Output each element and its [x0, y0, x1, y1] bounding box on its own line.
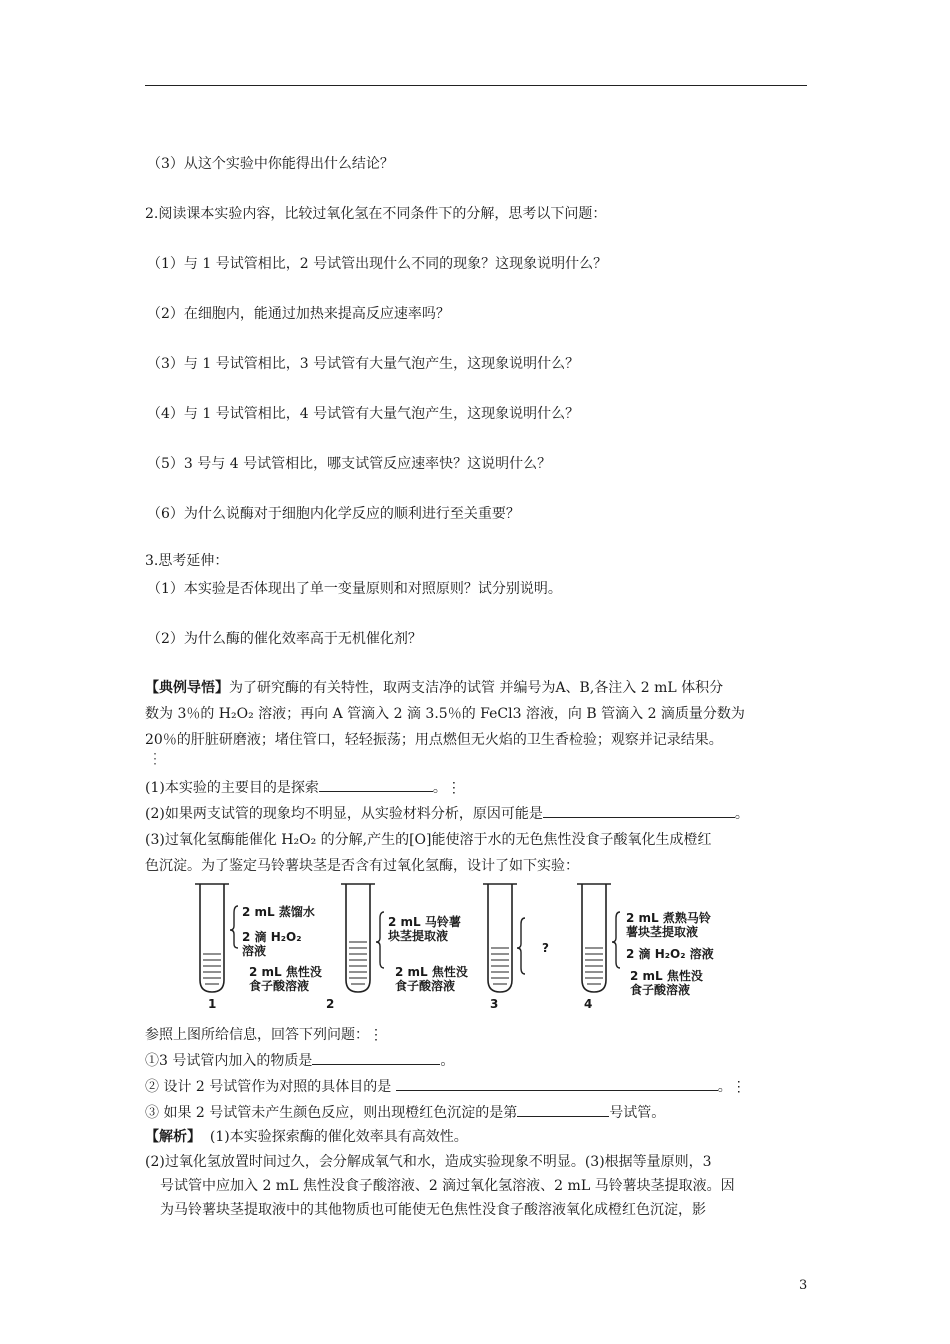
tube1-label-c1: 2 mL 焦性没	[249, 965, 322, 979]
diagram-question-2	[145, 1076, 746, 1096]
tube4-label-c2: 食子酸溶液	[630, 983, 691, 997]
analysis-line-2: (2)过氧化氢放置时间过久，会分解成氧气和水，造成实验现象不明显。(3)根据等量原则，3	[145, 1154, 712, 1170]
tube4-label-a1: 2 mL 煮熟马铃	[626, 911, 711, 925]
tube1-label-c2: 食子酸溶液	[249, 979, 310, 993]
page-number: 3	[799, 1278, 808, 1293]
section-2-q4: （4）与 1 号试管相比，4 号试管有大量气泡产生，这现象说明什么？	[147, 406, 580, 422]
test-tube-3	[483, 884, 525, 992]
tube4-label-c1: 2 mL 焦性没	[630, 969, 703, 983]
tube-number-3: 3	[490, 997, 499, 1011]
example-line-2: 数为 3％的 H₂O₂ 溶液；再向 A 管滴入 2 滴 3.5％的 FeCl3 溶液，向 B 管滴入 2 滴质量分数为	[145, 706, 745, 722]
analysis-line-4: 为马铃薯块茎提取液中的其他物质也可能使无色焦性没食子酸溶液氧化成橙红色沉淀，影	[160, 1202, 706, 1218]
example-label: 【典例导悟】	[145, 680, 229, 696]
diagram-question-3-end: 号试管。	[609, 1105, 666, 1121]
diagram-question-2-end: 。⋮	[717, 1079, 746, 1095]
question-1-3: （3）从这个实验中你能得出什么结论？	[147, 156, 394, 172]
analysis-line-1	[145, 1126, 468, 1146]
tube4-label-a2: 薯块茎提取液	[626, 925, 699, 939]
answer-blank-2[interactable]	[543, 803, 735, 818]
answer-blank-3[interactable]	[312, 1050, 440, 1065]
tube2-label-a2: 块茎提取液	[388, 929, 449, 943]
diagram-question-2-text: ② 设计 2 号试管作为对照的具体目的是	[145, 1079, 392, 1095]
example-q2-end: 。	[734, 806, 749, 822]
diagram-question-3-text: ③ 如果 2 号试管未产生颜色反应，则出现橙红色沉淀的是第	[145, 1105, 518, 1121]
section-3-q2: （2）为什么酶的催化效率高于无机催化剂？	[147, 631, 422, 647]
analysis-label: 【解析】	[145, 1129, 201, 1145]
example-line-3: 20％的肝脏研磨液；堵住管口，轻轻振荡；用点燃但无火焰的卫生香检验；观察并记录结果。	[145, 732, 723, 748]
section-3-q1: （1）本实验是否体现出了单一变量原则和对照原则？试分别说明。	[147, 581, 562, 597]
answer-blank-4[interactable]	[396, 1076, 718, 1091]
continuation-dots: ⋮	[148, 751, 162, 767]
diagram-question-3	[145, 1102, 665, 1122]
tube2-label-c2: 食子酸溶液	[395, 979, 456, 993]
example-text-1: 为了研究酶的有关特性，取两支洁净的试管 并编号为A、B,各注入 2 mL 体积分	[229, 680, 724, 696]
example-q2	[145, 803, 749, 823]
answer-blank-1[interactable]	[319, 777, 433, 792]
tube2-label-a1: 2 mL 马铃薯	[388, 915, 461, 929]
example-q2-text: (2)如果两支试管的现象均不明显，从实验材料分析，原因可能是	[145, 806, 543, 822]
example-q3-line-2: 色沉淀。为了鉴定马铃薯块茎是否含有过氧化氢酶，设计了如下实验：	[145, 858, 579, 874]
answer-blank-5[interactable]	[517, 1102, 609, 1117]
tube4-label-b: 2 滴 H₂O₂ 溶液	[626, 947, 714, 961]
diagram-question-1-end: 。	[440, 1053, 455, 1069]
test-tube-4	[577, 884, 620, 992]
header-rule	[145, 85, 807, 86]
section-3-title: 3.思考延伸：	[145, 553, 229, 569]
section-2-q5: （5）3 号与 4 号试管相比，哪支试管反应速率快？这说明什么？	[147, 456, 552, 472]
tube1-label-a: 2 mL 蒸馏水	[242, 905, 315, 919]
test-tube-1	[195, 884, 238, 992]
section-2-q3: （3）与 1 号试管相比，3 号试管有大量气泡产生，这现象说明什么？	[147, 356, 580, 372]
tube-number-4: 4	[584, 997, 593, 1011]
analysis-line-3: 号试管中应加入 2 mL 焦性没食子酸溶液、2 滴过氧化氢溶液、2 mL 马铃薯块茎提取液。因	[160, 1178, 735, 1194]
analysis-text-1: (1)本实验探索酶的催化效率具有高效性。	[209, 1129, 468, 1145]
test-tube-diagram	[190, 882, 790, 1012]
diagram-question-1	[145, 1050, 454, 1070]
diagram-questions-intro: 参照上图所给信息，回答下列问题：⋮	[145, 1027, 383, 1043]
section-2-q6: （6）为什么说酶对于细胞内化学反应的顺利进行至关重要？	[147, 506, 520, 522]
example-q3-line-1: (3)过氧化氢酶能催化 H₂O₂ 的分解,产生的[O]能使溶于水的无色焦性没食子酸氧化生成橙红	[145, 832, 712, 848]
diagram-question-1-text: ①3 号试管内加入的物质是	[145, 1053, 313, 1069]
section-2-title: 2.阅读课本实验内容，比较过氧化氢在不同条件下的分解，思考以下问题：	[145, 206, 607, 222]
section-2-q1: （1）与 1 号试管相比，2 号试管出现什么不同的现象？这现象说明什么？	[147, 256, 608, 272]
tube-number-1: 1	[208, 997, 217, 1011]
example-q1	[145, 777, 461, 797]
tube1-label-b1: 2 滴 H₂O₂	[242, 930, 302, 944]
test-tube-2	[341, 884, 384, 992]
tube3-question-mark: ?	[542, 941, 549, 955]
section-2-q2: （2）在细胞内，能通过加热来提高反应速率吗？	[147, 306, 450, 322]
example-q1-end: 。⋮	[432, 780, 461, 796]
example-line-1	[145, 677, 723, 697]
tube-number-2: 2	[326, 997, 335, 1011]
tube1-label-b2: 溶液	[242, 944, 267, 958]
example-q1-text: (1)本实验的主要目的是探索	[145, 780, 319, 796]
tube2-label-c1: 2 mL 焦性没	[395, 965, 468, 979]
